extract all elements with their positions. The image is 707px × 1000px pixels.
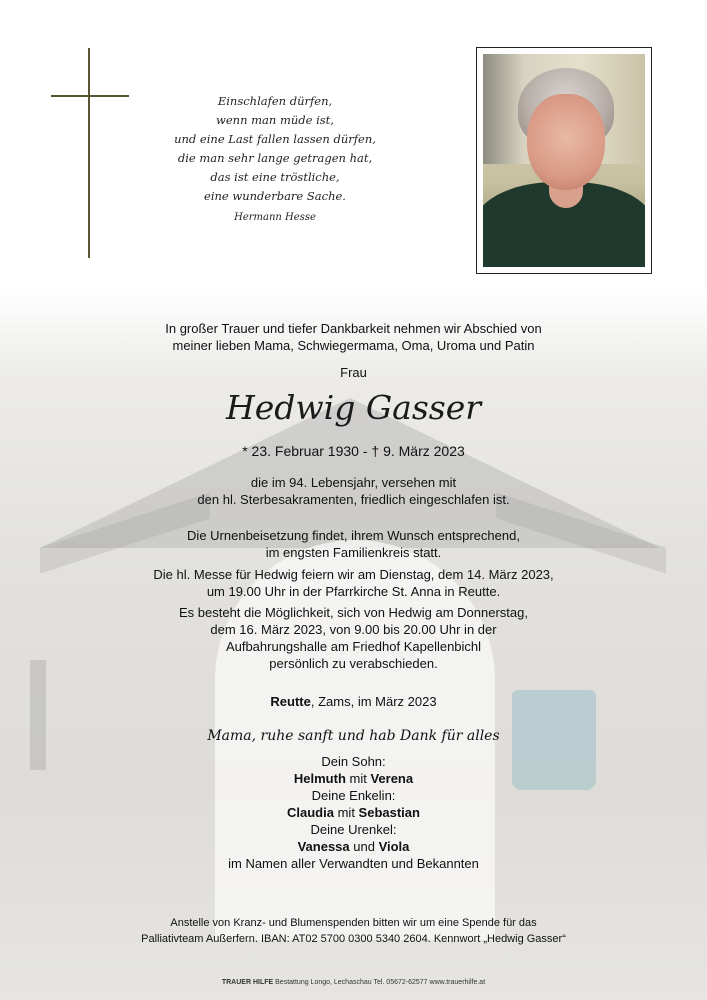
intro-text	[100, 320, 607, 354]
family-name: Verena	[370, 771, 414, 786]
family-name: Vanessa	[297, 839, 350, 854]
great-grandchild-label: Deine Urenkel:	[310, 822, 397, 837]
family-name: Sebastian	[358, 805, 420, 820]
grandchild-names	[100, 804, 607, 821]
viewing-line: persönlich zu verabschieden.	[269, 656, 438, 671]
mass-line: Die hl. Messe für Hedwig feiern wir am Dienstag, dem 14. März 2023,	[153, 567, 554, 582]
life-dates: * 23. Februar 1930 - † 9. März 2023	[242, 443, 465, 459]
poem-line: Einschlafen dürfen,	[217, 94, 333, 108]
poem	[160, 92, 390, 227]
intro-line: In großer Trauer und tiefer Dankbarkeit nehmen wir Abschied von	[165, 321, 542, 336]
salutation: Frau	[340, 365, 367, 380]
poem-line: das ist eine tröstliche,	[210, 170, 340, 184]
grandchild-label: Deine Enkelin:	[311, 788, 396, 803]
intro-line: meiner lieben Mama, Schwiegermama, Oma, Uroma und Patin	[172, 338, 535, 353]
urn-burial-text	[100, 527, 607, 561]
portrait-photo	[483, 54, 645, 267]
background-post	[30, 660, 46, 770]
poem-line: wenn man müde ist,	[216, 113, 334, 127]
son-names	[100, 770, 607, 787]
viewing-line: dem 16. März 2023, von 9.00 bis 20.00 Uhr in der	[210, 622, 497, 637]
poem-author: Hermann Hesse	[234, 212, 316, 223]
portrait-photo-frame	[476, 47, 652, 274]
mass-text	[100, 566, 607, 600]
footer-brand: TRAUER HILFE	[221, 979, 274, 986]
viewing-line: Es besteht die Möglichkeit, sich von Hedwig am Donnerstag,	[178, 605, 528, 620]
viewing-line: Aufbahrungshalle am Friedhof Kapellenbichl	[225, 639, 482, 654]
son-label: Dein Sohn:	[321, 754, 386, 769]
great-grandchild-names	[100, 838, 607, 855]
poem-line: eine wunderbare Sache.	[204, 189, 346, 203]
family-list	[100, 753, 607, 872]
donation-line: Anstelle von Kranz- und Blumenspenden bitten wir um eine Spende für das	[170, 917, 537, 929]
family-connector: mit	[345, 771, 371, 786]
poem-line: und eine Last fallen lassen dürfen,	[174, 132, 376, 146]
urn-line: im engsten Familienkreis statt.	[265, 545, 442, 560]
passing-line: die im 94. Lebensjahr, versehen mit	[250, 475, 457, 490]
viewing-text	[100, 604, 607, 672]
mass-line: um 19.00 Uhr in der Pfarrkirche St. Anna in Reutte.	[206, 584, 501, 599]
family-name: Claudia	[287, 805, 334, 820]
footer-text: Bestattung Longo, Lechaschau Tel. 05672-62577 www.trauerhilfe.at	[273, 979, 486, 986]
family-connector: und	[349, 839, 379, 854]
photo-face	[527, 94, 605, 190]
place-rest: , Zams, im März 2023	[310, 694, 437, 709]
passing-line: den hl. Sterbesakramenten, friedlich eingeschlafen ist.	[197, 492, 510, 507]
donation-line: Palliativteam Außerfern. IBAN: AT02 5700 0300 5340 2604. Kennwort „Hedwig Gasser“	[141, 933, 566, 945]
urn-line: Die Urnenbeisetzung findet, ihrem Wunsch entsprechend,	[187, 528, 520, 543]
donation-text	[100, 915, 607, 947]
footer	[0, 979, 707, 986]
place-date	[100, 693, 607, 710]
cross-icon	[88, 48, 90, 258]
relatives-line: im Namen aller Verwandten und Bekannten	[228, 856, 479, 871]
passing-text	[100, 474, 607, 508]
farewell-line: Mama, ruhe sanft und hab Dank für alles	[207, 728, 500, 744]
family-connector: mit	[333, 805, 359, 820]
deceased-name: Hedwig Gasser	[225, 388, 482, 427]
cross-icon-bar	[51, 95, 129, 97]
family-name: Viola	[378, 839, 410, 854]
poem-line: die man sehr lange getragen hat,	[177, 151, 373, 165]
family-name: Helmuth	[293, 771, 346, 786]
place-city: Reutte	[270, 694, 311, 709]
